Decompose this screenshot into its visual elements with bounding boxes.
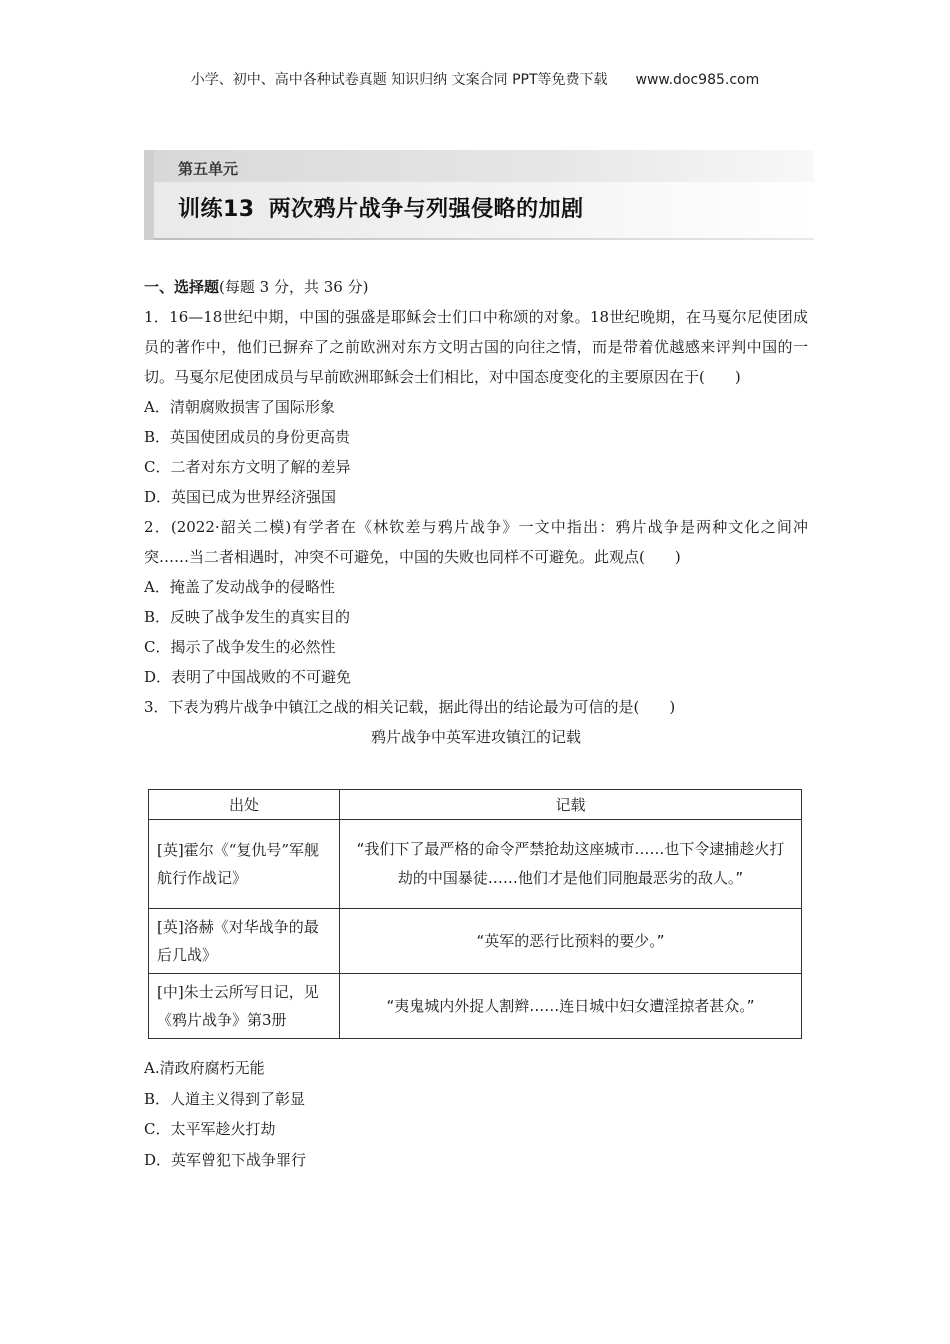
q1-option-b: B．英国使团成员的身份更高贵 (144, 428, 351, 446)
table-row (149, 820, 802, 909)
q1-option-a: A．清朝腐败损害了国际形象 (144, 398, 335, 416)
unit-label: 第五单元 (178, 160, 239, 178)
q3-option-a: A.清政府腐朽无能 (144, 1059, 265, 1077)
records-table (148, 789, 802, 1039)
table-caption: 鸦片战争中英军进攻镇江的记载 (370, 728, 581, 746)
table-row (149, 909, 802, 974)
header-site-link[interactable]: www.doc985.com (635, 72, 760, 88)
q3-option-c: C．太平军趁火打劫 (144, 1120, 276, 1138)
q3-option-d: D．英军曾犯下战争罪行 (144, 1150, 307, 1169)
row-source: [英]霍尔《“复仇号”军舰航行作战记》 (149, 820, 340, 909)
q2-option-d: D．表明了中国战败的不可避免 (144, 668, 352, 686)
question-content (144, 272, 808, 752)
table-header-row (149, 790, 802, 820)
q1-option-c: C．二者对东方文明了解的差异 (144, 458, 351, 476)
page-title (178, 192, 584, 223)
q3-option-b: B．人道主义得到了彰显 (144, 1089, 306, 1108)
row-source: [英]洛赫《对华战争的最后几战》 (149, 909, 340, 974)
q3-stem: 3．下表为鸦片战争中镇江之战的相关记载，据此得出的结论最为可信的是( ) (144, 698, 676, 716)
q2-stem: 2．(2022·韶关二模)有学者在《林钦差与鸦片战争》一文中指出：鸦片战争是两种文化之间冲突……当二者相遇时，冲突不可避免，中国的失败也同样不可避免。此观点( ) (144, 518, 808, 566)
table-row (149, 974, 802, 1039)
q1-stem: 1．16—18世纪中期，中国的强盛是耶稣会士们口中称颂的对象。18世纪晚期，在马戛尔尼使团成员的著作中，他们已摒弃了之前欧洲对东方文明古国的向往之情，而是带着优越感来评判中国的一切。马戛尔尼使团成员与早前欧洲耶稣会士们相比，对中国态度变化的主要原因在于( ) (144, 308, 808, 386)
title-number: 训练13 (178, 197, 255, 222)
row-record: “英军的恶行比预料的要少。” (340, 909, 802, 974)
q2-option-c: C．揭示了战争发生的必然性 (144, 638, 336, 656)
title-text: 两次鸦片战争与列强侵略的加剧 (268, 197, 584, 222)
banner-underline (154, 238, 814, 240)
unit-banner (144, 150, 814, 240)
row-record: “夷鬼城内外捉人割辫……连日城中妇女遭淫掠者甚众。” (340, 974, 802, 1039)
q2-option-a: A．掩盖了发动战争的侵略性 (144, 578, 335, 596)
section-heading (144, 272, 808, 302)
q1-option-d: D．英国已成为世界经济强国 (144, 488, 337, 506)
banner-side-bar (144, 150, 154, 240)
header-text: 小学、初中、高中各种试卷真题 知识归纳 文案合同 PPT等免费下载 (190, 72, 608, 88)
banner-top-band (154, 150, 814, 182)
page-header (0, 69, 950, 89)
table-head-source: 出处 (149, 790, 340, 820)
section-title: 一、选择题 (144, 278, 220, 296)
row-record: “我们下了最严格的命令严禁抢劫这座城市……也下令逮捕趁火打劫的中国暴徒……他们才是他们同胞最恶劣的敌人。” (340, 820, 802, 909)
q2-option-b: B．反映了战争发生的真实目的 (144, 608, 351, 626)
q3-options (144, 1053, 808, 1175)
table-head-record: 记载 (340, 790, 802, 820)
section-note: (每题 3 分，共 36 分) (219, 278, 369, 296)
row-source: [中]朱士云所写日记，见《鸦片战争》第3册 (149, 974, 340, 1039)
